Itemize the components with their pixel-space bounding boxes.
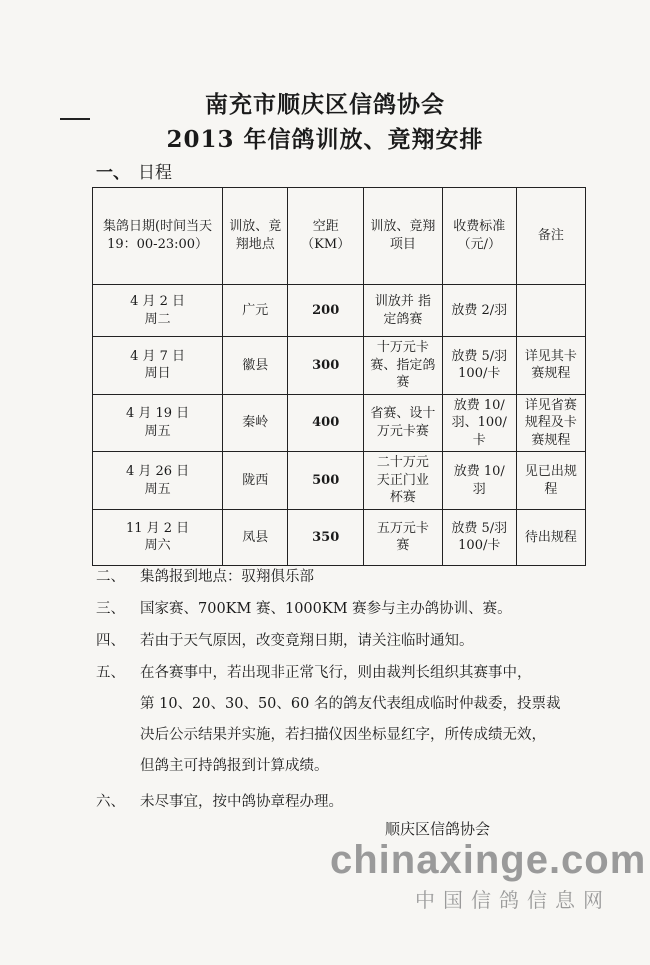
cell-note: 见已出规 程 (516, 452, 585, 510)
table-row (93, 337, 586, 395)
paragraph-4 (96, 626, 474, 657)
cell-note (516, 285, 585, 337)
cell-fee: 放费 10/ 羽 (442, 452, 516, 510)
paragraph-text: 集鸽报到地点：驭翔俱乐部 (140, 569, 314, 585)
cell-location: 徽县 (223, 337, 288, 395)
table-row (93, 452, 586, 510)
cell-date: 11 月 2 日 周六 (93, 509, 223, 565)
cell-note: 详见其卡 赛规程 (516, 337, 585, 395)
section-heading-schedule (96, 158, 172, 183)
cell-date: 4 月 2 日 周二 (93, 285, 223, 337)
paragraph-number: 二、 (96, 569, 125, 585)
watermark-chinese: 中国信鸽信息网 (415, 888, 611, 912)
header-item: 训放、竟翔 项目 (363, 188, 442, 285)
cell-fee: 放费 5/羽 100/卡 (442, 337, 516, 395)
header-fee: 收费标准 （元/） (442, 188, 516, 285)
paragraph-text: 国家赛、700KM 赛、1000KM 赛参与主办鸽协训、赛。 (140, 601, 512, 617)
cell-item: 二十万元 天正门业 杯赛 (363, 452, 442, 510)
cell-fee: 放费 2/羽 (442, 285, 516, 337)
paragraph-text: 第 10、20、30、50、60 名的鸽友代表组成临时仲裁委，投票裁 (140, 696, 561, 712)
paragraph-number: 三、 (96, 601, 125, 617)
cell-note: 详见省赛 规程及卡 赛规程 (516, 394, 585, 452)
paragraph-number: 五、 (96, 665, 125, 681)
document-title: 南充市顺庆区信鸽协会 (205, 91, 445, 118)
section-title: 日程 (138, 163, 172, 183)
paragraph-text: 决后公示结果并实施，若扫描仪因坐标显红字，所传成绩无效， (140, 727, 546, 743)
cell-location: 广元 (223, 285, 288, 337)
header-date: 集鸽日期(时间当天 19：00-23:00） (93, 188, 223, 285)
cell-note: 待出规程 (516, 509, 585, 565)
paragraph-text: 但鸽主可持鸽报到计算成绩。 (140, 758, 329, 774)
cell-distance: 500 (288, 452, 364, 510)
cell-date: 4 月 19 日 周五 (93, 394, 223, 452)
cell-location: 陇西 (223, 452, 288, 510)
cell-location: 凤县 (223, 509, 288, 565)
cell-location: 秦岭 (223, 394, 288, 452)
cell-date: 4 月 26 日 周五 (93, 452, 223, 510)
cell-distance: 300 (288, 337, 364, 395)
cell-distance: 200 (288, 285, 364, 337)
paragraph-text: 在各赛事中，若出现非正常飞行，则由裁判长组织其赛事中， (140, 665, 532, 681)
cell-item: 省赛、设十 万元卡赛 (363, 394, 442, 452)
watermark-latin: chinaxinge.com (330, 838, 647, 882)
paragraph-3 (96, 594, 512, 625)
header-note: 备注 (516, 188, 585, 285)
header-location: 训放、竟 翔地点 (223, 188, 288, 285)
header-distance: 空距 （KM） (288, 188, 364, 285)
cell-item: 十万元卡 赛、指定鸽 赛 (363, 337, 442, 395)
table-header-row (93, 188, 586, 285)
cell-item: 训放并 指 定鸽赛 (363, 285, 442, 337)
paragraph-2 (96, 562, 314, 593)
table-row (93, 394, 586, 452)
cell-distance: 350 (288, 509, 364, 565)
cell-fee: 放费 5/羽 100/卡 (442, 509, 516, 565)
table-row (93, 509, 586, 565)
document-subtitle: 2013 年信鸽训放、竟翔安排 (166, 126, 484, 153)
paragraph-5 (96, 658, 596, 782)
signature-organization: 顺庆区信鸽协会 (385, 820, 491, 838)
cell-item: 五万元卡 赛 (363, 509, 442, 565)
paragraph-number: 六、 (96, 794, 125, 810)
cell-date: 4 月 7 日 周日 (93, 337, 223, 395)
cell-fee: 放费 10/ 羽、100/ 卡 (442, 394, 516, 452)
cell-distance: 400 (288, 394, 364, 452)
table-row (93, 285, 586, 337)
paragraph-number: 四、 (96, 633, 125, 649)
paragraph-text: 未尽事宜，按中鸽协章程办理。 (140, 794, 343, 810)
paragraph-text: 若由于天气原因，改变竟翔日期，请关注临时通知。 (140, 633, 474, 649)
paragraph-6 (96, 787, 343, 818)
schedule-table (92, 187, 586, 566)
section-number: 一、 (96, 163, 130, 183)
